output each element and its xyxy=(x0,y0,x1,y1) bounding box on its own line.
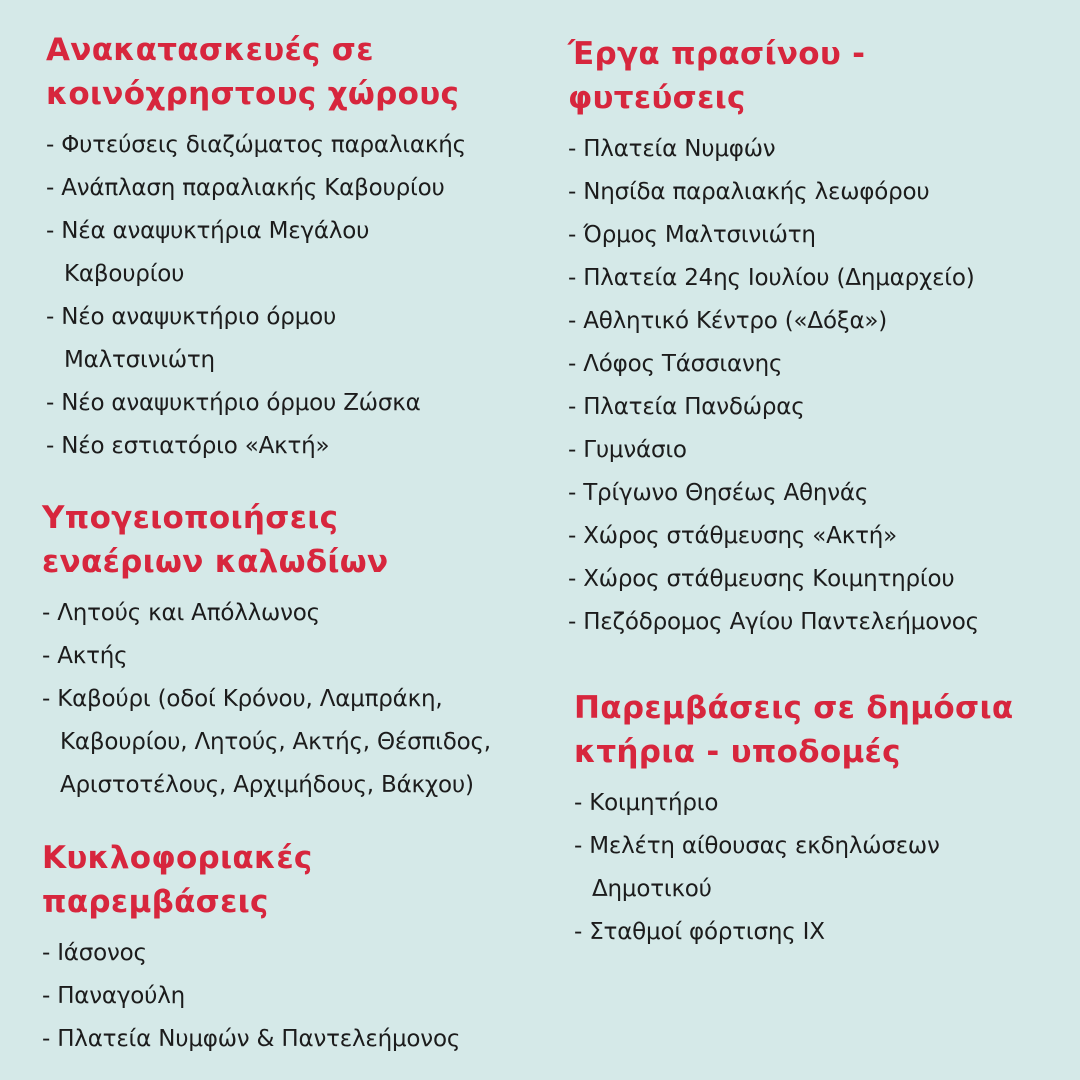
list-item: - Νησίδα παραλιακής λεωφόρου xyxy=(568,179,930,205)
list-item: - Πλατεία Νυμφών & Παντελεήμονος xyxy=(42,1026,461,1052)
list-item: - Παναγούλη xyxy=(42,983,186,1009)
list-item: - Πλατεία Πανδώρας xyxy=(568,394,805,420)
list-item: - Λόφος Τάσσιανης xyxy=(568,351,783,377)
list-item: - Μελέτη αίθουσας εκδηλώσεων Δημοτικού xyxy=(574,833,940,902)
list-item: - Όρμος Μαλτσινιώτη xyxy=(568,222,816,248)
list-item: - Κοιμητήριο xyxy=(574,790,719,816)
section-common-spaces xyxy=(46,28,516,468)
list-item: - Ανάπλαση παραλιακής Καβουρίου xyxy=(46,175,445,201)
list-item: - Χώρος στάθμευσης «Ακτή» xyxy=(568,523,897,549)
item-list xyxy=(42,932,512,1061)
list-item: - Ιάσονος xyxy=(42,940,147,966)
section-heading: Υπογειοποιήσεις εναέριων καλωδίων xyxy=(42,500,389,580)
list-item: - Ακτής xyxy=(42,643,128,669)
section-traffic-interventions xyxy=(42,836,512,1061)
list-item: - Νέα αναψυκτήρια Μεγάλου Καβουρίου xyxy=(46,218,370,287)
section-heading: Κυκλοφοριακές παρεμβάσεις xyxy=(42,840,313,920)
list-item: - Πεζόδρομος Αγίου Παντελεήμονος xyxy=(568,609,979,635)
list-item: - Φυτεύσεις διαζώματος παραλιακής xyxy=(46,132,466,158)
list-item: - Λητούς και Απόλλωνος xyxy=(42,600,320,626)
list-item: - Σταθμοί φόρτισης ΙΧ xyxy=(574,919,825,945)
item-list xyxy=(46,124,516,468)
list-item: - Γυμνάσιο xyxy=(568,437,687,463)
item-list xyxy=(568,128,1028,644)
section-green-works xyxy=(568,32,1028,644)
section-heading: Ανακατασκευές σε κοινόχρηστους χώρους xyxy=(46,32,460,112)
section-heading: Παρεμβάσεις σε δημόσια κτήρια - υποδομές xyxy=(574,690,1014,770)
list-item: - Πλατεία 24ης Ιουλίου (Δημαρχείο) xyxy=(568,265,975,291)
list-item: - Χώρος στάθμευσης Κοιμητηρίου xyxy=(568,566,955,592)
list-item: - Αθλητικό Κέντρο («Δόξα») xyxy=(568,308,888,334)
item-list xyxy=(42,592,512,807)
list-item: - Νέο εστιατόριο «Ακτή» xyxy=(46,433,330,459)
section-heading: Έργα πρασίνου - φυτεύσεις xyxy=(568,36,866,116)
list-item: - Τρίγωνο Θησέως Αθηνάς xyxy=(568,480,869,506)
list-item: - Νέο αναψυκτήριο όρμου Μαλτσινιώτη xyxy=(46,304,337,373)
list-item: - Καβούρι (οδοί Κρόνου, Λαμπράκη, Καβουρίου, Λητούς, Ακτής, Θέσπιδος, Αριστοτέλους, Αρχιμήδους, Βάκχου) xyxy=(42,686,491,798)
list-item: - Νέο αναψυκτήριο όρμου Ζώσκα xyxy=(46,390,421,416)
section-public-buildings xyxy=(574,686,1034,954)
section-underground-cables xyxy=(42,496,512,807)
item-list xyxy=(574,782,1034,954)
list-item: - Πλατεία Νυμφών xyxy=(568,136,776,162)
